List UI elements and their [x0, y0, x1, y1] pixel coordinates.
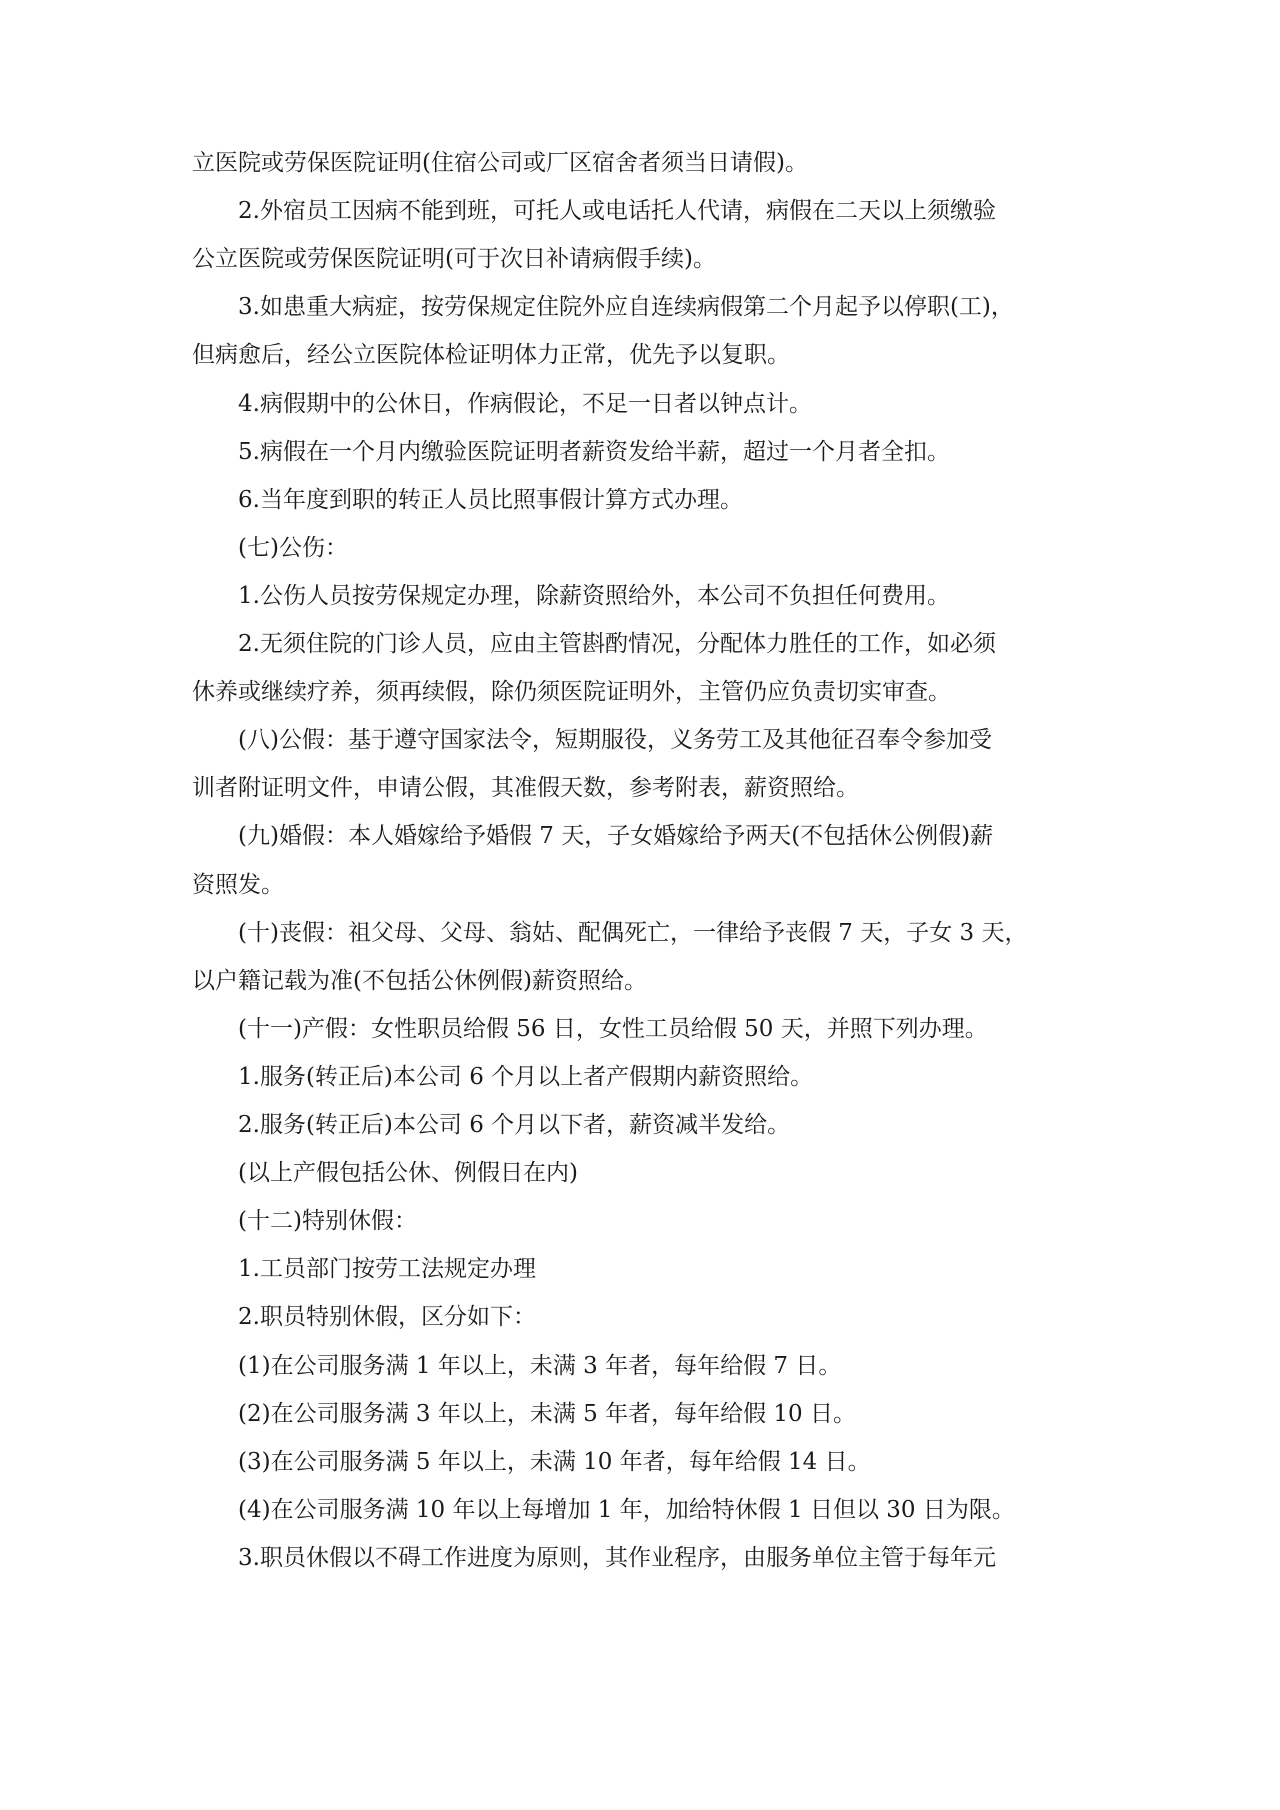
paragraph-line: (1)在公司服务满 1 年以上，未满 3 年者，每年给假 7 日。 [238, 1352, 842, 1379]
paragraph-line: 休养或继续疗养，须再续假，除仍须医院证明外，主管仍应负责切实审查。 [192, 679, 951, 706]
paragraph-line: 1.工员部门按劳工法规定办理 [238, 1256, 536, 1283]
paragraph-line: (3)在公司服务满 5 年以上，未满 10 年者，每年给假 14 日。 [238, 1448, 871, 1475]
paragraph-line: 4.病假期中的公休日，作病假论，不足一日者以钟点计。 [238, 390, 812, 417]
paragraph-line: (十)丧假：祖父母、父母、翁姑、配偶死亡，一律给予丧假 7 天，子女 3 天， [238, 919, 1028, 946]
paragraph-line: (2)在公司服务满 3 年以上，未满 5 年者，每年给假 10 日。 [238, 1400, 856, 1427]
paragraph-line: 训者附证明文件，申请公假，其准假天数，参考附表，薪资照给。 [192, 775, 859, 802]
paragraph-line: 以户籍记载为准(不包括公休例假)薪资照给。 [192, 967, 647, 994]
paragraph-line: 资照发。 [192, 871, 284, 898]
paragraph-line: 3.如患重大病症，按劳保规定住院外应自连续病假第二个月起予以停职(工)， [238, 294, 1014, 321]
paragraph-line: 6.当年度到职的转正人员比照事假计算方式办理。 [238, 486, 743, 513]
paragraph-line: 但病愈后，经公立医院体检证明体力正常，优先予以复职。 [192, 342, 790, 369]
paragraph-line: (4)在公司服务满 10 年以上每增加 1 年，加给特休假 1 日但以 30 日为限。 [238, 1496, 1015, 1523]
paragraph-line: 公立医院或劳保医院证明(可于次日补请病假手续)。 [192, 246, 716, 273]
paragraph-line: 2.服务(转正后)本公司 6 个月以下者，薪资减半发给。 [238, 1112, 791, 1138]
paragraph-line: (十二)特别休假： [238, 1208, 417, 1235]
paragraph-line: 3.职员休假以不碍工作进度为原则，其作业程序，由服务单位主管于每年元 [238, 1544, 996, 1571]
paragraph-line: 1.公伤人员按劳保规定办理，除薪资照给外，本公司不负担任何费用。 [238, 582, 950, 609]
paragraph-line: 1.服务(转正后)本公司 6 个月以上者产假期内薪资照给。 [238, 1063, 814, 1090]
paragraph-line: (十一)产假：女性职员给假 56 日，女性工员给假 50 天，并照下列办理。 [238, 1015, 988, 1042]
paragraph-line: (九)婚假：本人婚嫁给予婚假 7 天，子女婚嫁给予两天(不包括休公例假)薪 [238, 823, 994, 850]
paragraph-line: (七)公伤： [238, 534, 348, 561]
paragraph-line: (八)公假：基于遵守国家法令，短期服役，义务劳工及其他征召奉令参加受 [238, 727, 992, 754]
paragraph-line: 立医院或劳保医院证明(住宿公司或厂区宿舍者须当日请假)。 [192, 150, 808, 176]
paragraph-line: 2.职员特别休假，区分如下： [238, 1304, 536, 1331]
paragraph-line: 2.外宿员工因病不能到班，可托人或电话托人代请，病假在二天以上须缴验 [238, 198, 996, 225]
paragraph-line: 2.无须住院的门诊人员，应由主管斟酌情况，分配体力胜任的工作，如必须 [238, 631, 996, 657]
paragraph-line: 5.病假在一个月内缴验医院证明者薪资发给半薪，超过一个月者全扣。 [238, 438, 950, 465]
paragraph-line: (以上产假包括公休、例假日在内) [238, 1160, 578, 1187]
